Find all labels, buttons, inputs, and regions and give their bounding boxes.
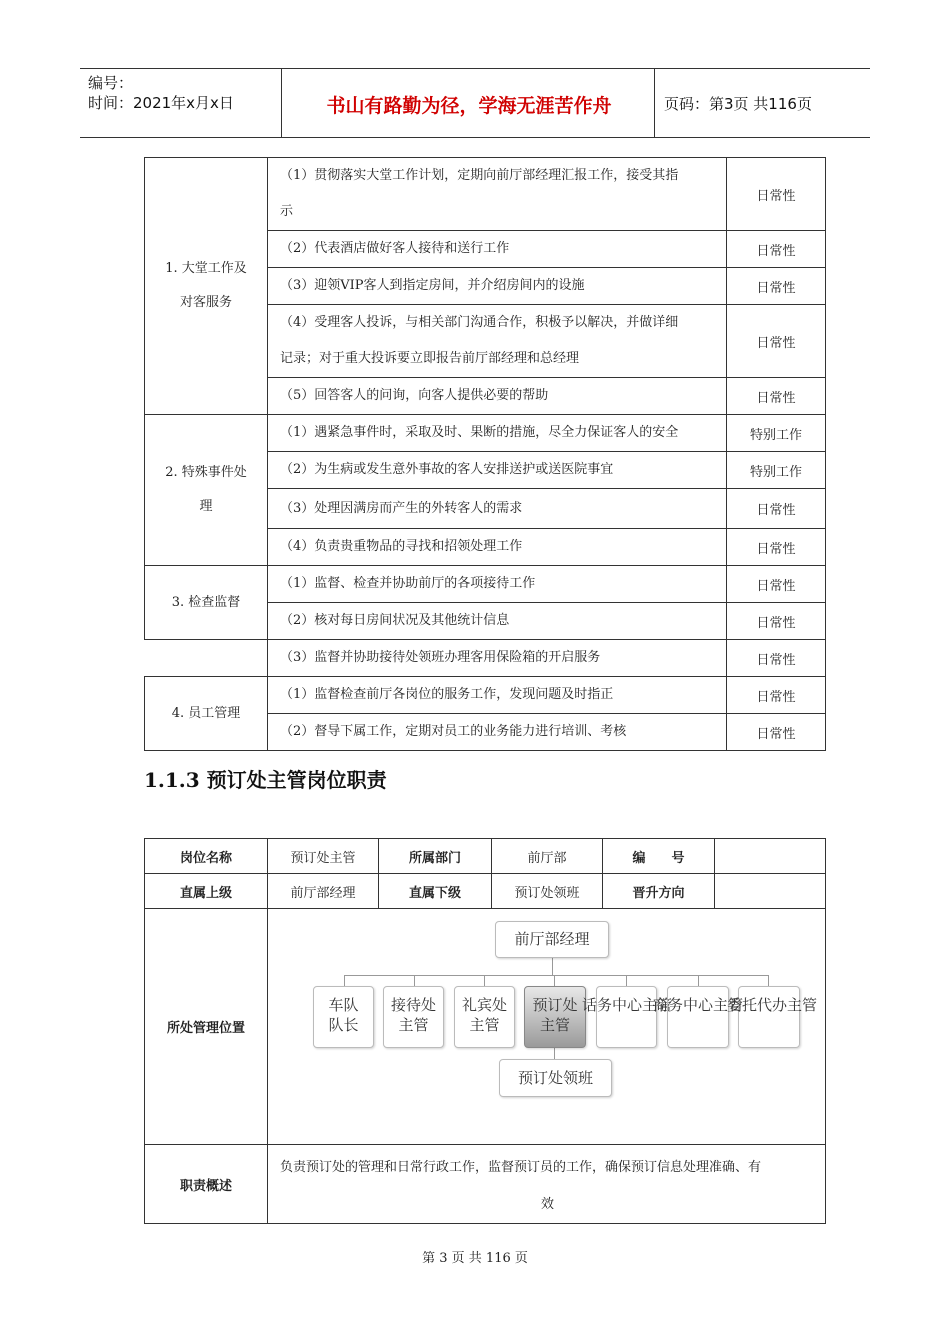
department-value: 前厅部 (492, 839, 603, 874)
superior-value: 前厅部经理 (268, 874, 379, 909)
frequency-cell: 日常性 (727, 566, 826, 603)
category-cell: 4. 员工管理 (145, 677, 268, 751)
duty-table (144, 157, 826, 751)
org-node-reservation-supervisor-lead: 预订处领班 (499, 1059, 612, 1097)
org-node: 委托代办主管 (738, 986, 800, 1048)
frequency-cell: 日常性 (727, 268, 826, 305)
header-motto: 书山有路勤为径，学海无涯苦作舟 (326, 95, 612, 117)
org-connector (344, 975, 768, 976)
subordinate-label: 直属下级 (379, 874, 492, 909)
frequency-cell: 日常性 (727, 603, 826, 640)
table-row (145, 677, 826, 714)
frequency-cell: 日常性 (727, 158, 826, 231)
header-meta (88, 73, 234, 113)
org-node: 礼宾处 主管 (454, 986, 515, 1048)
task-cell: （1）贯彻落实大堂工作计划，定期向前厅部经理汇报工作，接受其指 示 (268, 158, 727, 231)
org-connector (698, 975, 699, 986)
frequency-cell: 日常性 (727, 489, 826, 529)
org-node: 车队 队长 (313, 986, 374, 1048)
org-node-front-office-manager: 前厅部经理 (495, 921, 609, 958)
task-cell: （2）为生病或发生意外事故的客人安排送护或送医院事宜 (268, 452, 727, 489)
table-row (145, 415, 826, 452)
promotion-value (715, 874, 826, 909)
empty-cell (145, 640, 268, 677)
position-name-label: 岗位名称 (145, 839, 268, 874)
org-node: 商务中心主管 (667, 986, 729, 1048)
org-node: 话务中心主管 (596, 986, 657, 1048)
category-cell: 1. 大堂工作及 对客服务 (145, 158, 268, 415)
org-node: 接待处 主管 (383, 986, 444, 1048)
task-cell: （1）监督检查前厅各岗位的服务工作，发现问题及时指正 (268, 677, 727, 714)
org-node-selected: 预订处 主管 (524, 986, 586, 1048)
table-row (145, 566, 826, 603)
frequency-cell: 特别工作 (727, 415, 826, 452)
summary-label: 职责概述 (145, 1145, 268, 1224)
serial-label: 编号： (88, 74, 134, 92)
frequency-cell: 日常性 (727, 677, 826, 714)
subordinate-value: 预订处领班 (492, 874, 603, 909)
org-chart-cell (268, 909, 826, 1145)
code-value (715, 839, 826, 874)
summary-text: 负责预订处的管理和日常行政工作，监督预订员的工作，确保预订信息处理准确、有 效 (268, 1145, 826, 1224)
position-table (144, 838, 826, 1224)
task-cell: （4）受理客人投诉，与相关部门沟通合作，积极予以解决，并做详细 记录；对于重大投诉要立即报告前厅部经理和总经理 (268, 305, 727, 378)
category-cell: 3. 检查监督 (145, 566, 268, 640)
org-connector (552, 957, 553, 976)
section-title: 1.1.3 预订处主管岗位职责 (144, 768, 387, 792)
task-cell: （1）遇紧急事件时，采取及时、果断的措施，尽全力保证客人的安全 (268, 415, 727, 452)
org-connector (414, 975, 415, 986)
frequency-cell: 日常性 (727, 714, 826, 751)
frequency-cell: 日常性 (727, 231, 826, 268)
table-row (145, 1145, 826, 1224)
table-row (145, 839, 826, 874)
task-cell: （3）监督并协助接待处领班办理客用保险箱的开启服务 (268, 640, 727, 677)
org-connector (344, 975, 345, 986)
header-page-info: 页码：第3页 共116页 (664, 95, 812, 113)
task-cell: （1）监督、检查并协助前厅的各项接待工作 (268, 566, 727, 603)
org-connector (554, 1047, 555, 1059)
time-label: 时间：2021年x月x日 (88, 94, 234, 112)
org-connector (768, 975, 769, 986)
frequency-cell: 日常性 (727, 640, 826, 677)
management-position-label: 所处管理位置 (145, 909, 268, 1145)
frequency-cell: 日常性 (727, 305, 826, 378)
org-connector (554, 975, 555, 986)
task-cell: （3）迎领VIP客人到指定房间，并介绍房间内的设施 (268, 268, 727, 305)
position-name-value: 预订处主管 (268, 839, 379, 874)
task-cell: （2）核对每日房间状况及其他统计信息 (268, 603, 727, 640)
table-row (145, 874, 826, 909)
frequency-cell: 特别工作 (727, 452, 826, 489)
header-divider (281, 69, 282, 137)
table-row (145, 909, 826, 1145)
table-row (145, 158, 826, 231)
task-cell: （3）处理因满房而产生的外转客人的需求 (268, 489, 727, 529)
page-header (80, 68, 870, 138)
task-cell: （5）回答客人的问询，向客人提供必要的帮助 (268, 378, 727, 415)
task-cell: （4）负责贵重物品的寻找和招领处理工作 (268, 529, 727, 566)
task-cell: （2）督导下属工作，定期对员工的业务能力进行培训、考核 (268, 714, 727, 751)
frequency-cell: 日常性 (727, 378, 826, 415)
promotion-label: 晋升方向 (603, 874, 715, 909)
org-connector (484, 975, 485, 986)
superior-label: 直属上级 (145, 874, 268, 909)
table-row (145, 640, 826, 677)
org-connector (626, 975, 627, 986)
category-cell: 2. 特殊事件处 理 (145, 415, 268, 566)
department-label: 所属部门 (379, 839, 492, 874)
code-label: 编 号 (603, 839, 715, 874)
page-footer: 第 3 页 共 116 页 (422, 1251, 528, 1266)
task-cell: （2）代表酒店做好客人接待和送行工作 (268, 231, 727, 268)
org-chart (268, 909, 825, 1144)
frequency-cell: 日常性 (727, 529, 826, 566)
